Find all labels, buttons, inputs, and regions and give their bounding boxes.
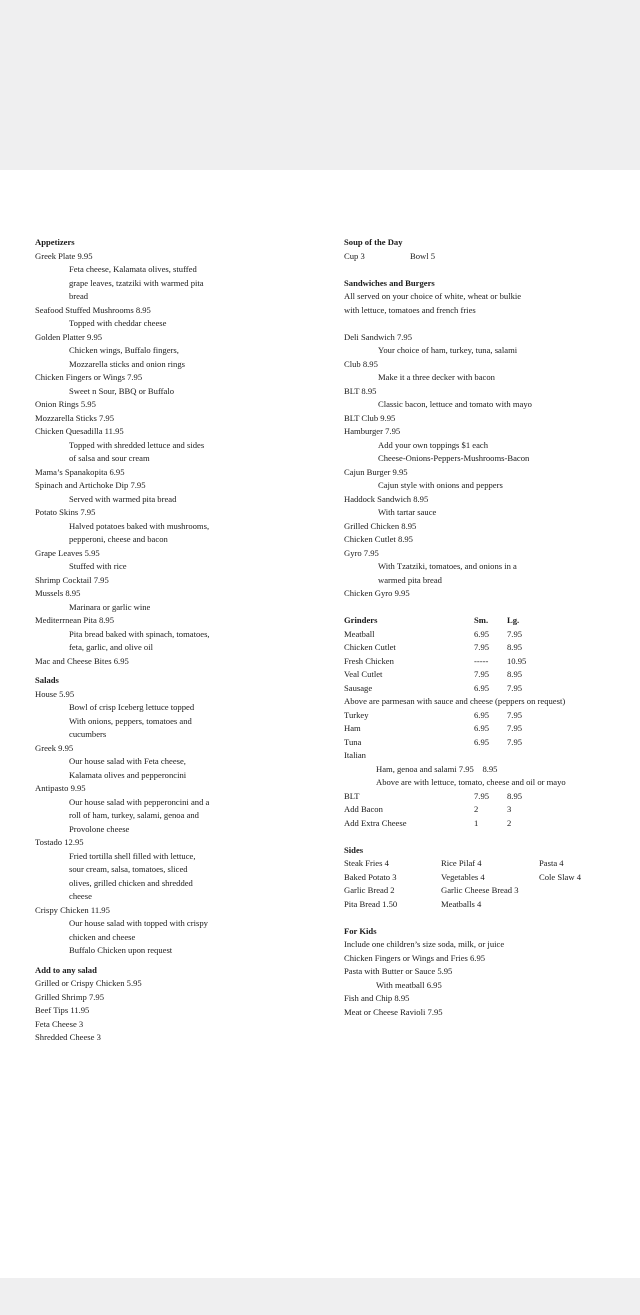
appetizer-item-desc: of salsa and sour cream <box>69 453 150 463</box>
appetizer-item-desc: Served with warmed pita bread <box>69 493 177 504</box>
sandwiches-heading: Sandwiches and Burgers <box>344 277 435 288</box>
appetizer-item-name: Potato Skins 7.95 <box>35 507 96 517</box>
sandwich-item-desc: Cheese-Onions-Peppers-Mushrooms-Bacon <box>378 453 530 463</box>
side-item: Vegetables 4 <box>441 871 485 882</box>
side-item: Pita Bread 1.50 <box>344 898 398 909</box>
sides-row <box>344 857 634 871</box>
sides-list <box>344 857 634 911</box>
sandwich-list <box>344 331 634 601</box>
kids-line: With meatball 6.95 <box>376 979 442 990</box>
grinder-row <box>344 736 634 750</box>
soup-bowl: Bowl 5 <box>410 250 436 261</box>
grinder-row <box>344 628 634 642</box>
appetizer-item-name: Mac and Cheese Bites 6.95 <box>35 655 129 666</box>
side-item: Meatballs 4 <box>441 898 482 909</box>
appetizer-item-name: Greek Plate 9.95 <box>35 250 93 261</box>
grinder-name: Tuna <box>344 736 362 747</box>
appetizer-item-desc: Feta cheese, Kalamata olives, stuffed <box>69 264 197 274</box>
sandwich-item-desc: warmed pita bread <box>378 574 442 585</box>
kids-line: Fish and Chip 8.95 <box>344 993 410 1003</box>
sides-row <box>344 898 634 912</box>
salad-item-desc: chicken and cheese <box>69 931 136 942</box>
grinder-row <box>344 709 634 723</box>
side-item: Baked Potato 3 <box>344 871 397 882</box>
grinder-name: Add Extra Cheese <box>344 817 407 828</box>
appetizer-item-name: Chicken Fingers or Wings 7.95 <box>35 372 143 382</box>
sandwich-item-desc: With Tzatziki, tomatoes, and onions in a <box>378 561 517 571</box>
sides-heading: Sides <box>344 844 364 855</box>
salad-item-name: Greek 9.95 <box>35 742 74 753</box>
grinder-lg-price: 10.95 <box>507 655 527 666</box>
add-to-salad-item: Feta Cheese 3 <box>35 1018 84 1029</box>
appetizers-list <box>35 250 335 669</box>
grinder-row <box>344 641 634 655</box>
grinder-name: Veal Cutlet <box>344 669 383 679</box>
soup-prices <box>344 250 634 264</box>
grinder-sm-price: 7.95 <box>474 669 490 679</box>
appetizer-item-name: Golden Platter 9.95 <box>35 331 103 342</box>
grinders-group-parm <box>344 628 634 696</box>
salad-item-name: Tostado 12.95 <box>35 837 84 847</box>
grinder-sm-price: 6.95 <box>474 682 490 693</box>
appetizer-item-name: Grape Leaves 5.95 <box>35 547 100 558</box>
appetizer-item-desc: Topped with shredded lettuce and sides <box>69 439 205 450</box>
appetizer-item-name: Spinach and Artichoke Dip 7.95 <box>35 480 146 490</box>
grinders-group-extras <box>344 790 634 831</box>
left-column <box>35 236 335 1045</box>
side-item: Steak Fries 4 <box>344 858 389 868</box>
grinder-sm-price: 6.95 <box>474 723 490 733</box>
appetizer-item-desc: Sweet n Sour, BBQ or Buffalo <box>69 385 175 396</box>
grinder-lg-price: 7.95 <box>507 709 523 720</box>
sandwich-item-name: Haddock Sandwich 8.95 <box>344 493 429 504</box>
salad-item-desc: Fried tortilla shell filled with lettuce, <box>69 850 196 861</box>
grinders-sm-label: Sm. <box>474 615 489 625</box>
appetizer-item-name: Shrimp Cocktail 7.95 <box>35 574 109 585</box>
add-to-salad-item: Grilled or Crispy Chicken 5.95 <box>35 978 142 988</box>
grinder-name: Add Bacon <box>344 804 383 814</box>
grinder-lg-price: 7.95 <box>507 736 523 747</box>
appetizer-item-name: Mediterrnean Pita 8.95 <box>35 615 114 625</box>
kids-heading: For Kids <box>344 925 377 936</box>
sandwich-item-desc: Classic bacon, lettuce and tomato with mayo <box>378 399 532 409</box>
sandwich-item-name: Chicken Gyro 9.95 <box>344 588 410 598</box>
grinder-row <box>344 668 634 682</box>
grinder-row <box>344 817 634 831</box>
grinder-lg-price: 2 <box>507 817 512 828</box>
sides-row <box>344 884 634 898</box>
salads-heading: Salads <box>35 675 59 685</box>
grinder-lg-price: 8.95 <box>507 669 523 679</box>
grinder-sm-price: 7.95 <box>474 642 490 652</box>
kids-list <box>344 938 634 1019</box>
salad-item-desc: olives, grilled chicken and shredded <box>69 877 193 888</box>
appetizer-item-desc: Mozzarella sticks and onion rings <box>69 358 185 369</box>
add-to-salad-heading: Add to any salad <box>35 964 97 975</box>
kids-line: Chicken Fingers or Wings and Fries 6.95 <box>344 952 486 963</box>
grinder-sm-price: 6.95 <box>474 736 490 747</box>
appetizer-item-desc: pepperoni, cheese and bacon <box>69 534 168 544</box>
salad-item-desc: cheese <box>69 891 92 901</box>
sandwich-item-name: Cajun Burger 9.95 <box>344 466 408 477</box>
grinders-header <box>344 614 634 628</box>
sandwich-item-name: Hamburger 7.95 <box>344 426 401 436</box>
appetizer-item-name: Mussels 8.95 <box>35 588 81 598</box>
appetizer-item-desc: Pita bread baked with spinach, tomatoes, <box>69 628 210 639</box>
grinder-name: Ham <box>344 723 361 733</box>
sandwich-item-desc: With tartar sauce <box>378 507 437 517</box>
sandwich-item-desc: Your choice of ham, turkey, tuna, salami <box>378 345 518 355</box>
grinder-sm-price: 2 <box>474 804 479 814</box>
sandwich-item-name: BLT 8.95 <box>344 385 377 396</box>
add-to-salad-item: Beef Tips 11.95 <box>35 1005 90 1015</box>
sandwiches-intro-2: with lettuce, tomatoes and french fries <box>344 304 476 315</box>
grinder-name: Meatball <box>344 628 375 639</box>
salad-item-desc: Provolone cheese <box>69 823 130 834</box>
kids-line: Pasta with Butter or Sauce 5.95 <box>344 966 453 976</box>
salad-item-desc: Buffalo Chicken upon request <box>69 945 173 955</box>
grinder-name: Sausage <box>344 682 373 693</box>
grinder-name: Chicken Cutlet <box>344 642 396 652</box>
grinder-row <box>344 682 634 696</box>
grinder-lg-price: 8.95 <box>507 790 523 801</box>
salad-item-desc: sour cream, salsa, tomatoes, sliced <box>69 864 188 874</box>
sandwich-item-name: Chicken Cutlet 8.95 <box>344 534 413 544</box>
appetizer-item-name: Chicken Quesadilla 11.95 <box>35 426 124 436</box>
grinders-italian: Italian <box>344 750 366 760</box>
salad-item-name: Antipasto 9.95 <box>35 783 86 793</box>
appetizer-item-name: Mama’s Spanakopita 6.95 <box>35 466 125 477</box>
sandwich-item-name: Deli Sandwich 7.95 <box>344 331 413 342</box>
salad-item-desc: Our house salad with topped with crispy <box>69 918 208 928</box>
add-to-salad-item: Shredded Cheese 3 <box>35 1032 101 1042</box>
salad-item-name: House 5.95 <box>35 688 75 699</box>
grinders-lg-label: Lg. <box>507 615 520 625</box>
grinder-lg-price: 7.95 <box>507 682 523 693</box>
grinder-name: Fresh Chicken <box>344 655 394 666</box>
grinder-row <box>344 803 634 817</box>
grinders-group-cold <box>344 709 634 750</box>
grinder-lg-price: 3 <box>507 804 512 814</box>
side-item: Pasta 4 <box>539 858 564 868</box>
grinder-sm-price: 6.95 <box>474 709 490 720</box>
grinder-lg-price: 7.95 <box>507 628 523 639</box>
appetizer-item-name: Mozzarella Sticks 7.95 <box>35 412 114 423</box>
grinders-italian-desc: Ham, genoa and salami 7.95 8.95 <box>376 763 498 774</box>
sides-row <box>344 871 634 885</box>
grinder-row <box>344 722 634 736</box>
appetizer-item-desc: Stuffed with rice <box>69 561 127 571</box>
salad-item-desc: cucumbers <box>69 729 107 739</box>
sandwich-item-desc: Make it a three decker with bacon <box>378 372 495 382</box>
grinders-note-parm: Above are parmesan with sauce and cheese (peppers on request) <box>344 696 566 706</box>
kids-line: Meat or Cheese Ravioli 7.95 <box>344 1006 443 1017</box>
sandwiches-intro-1: All served on your choice of white, wheat or bulkie <box>344 291 522 301</box>
salad-item-desc: Bowl of crisp Iceberg lettuce topped <box>69 702 195 712</box>
appetizer-item-name: Seafood Stuffed Mushrooms 8.95 <box>35 304 151 315</box>
side-item: Garlic Cheese Bread 3 <box>441 885 519 895</box>
sandwich-item-name: Grilled Chicken 8.95 <box>344 520 417 531</box>
appetizer-item-desc: grape leaves, tzatziki with warmed pita <box>69 277 204 288</box>
grinders-heading: Grinders <box>344 615 378 625</box>
side-item: Rice Pilaf 4 <box>441 858 482 868</box>
appetizer-item-desc: Halved potatoes baked with mushrooms, <box>69 520 210 531</box>
appetizer-item-desc: Topped with cheddar cheese <box>69 318 167 328</box>
salad-item-desc: roll of ham, turkey, salami, genoa and <box>69 810 199 820</box>
appetizer-item-desc: Marinara or garlic wine <box>69 601 151 612</box>
soup-heading: Soup of the Day <box>344 237 403 247</box>
sandwich-item-desc: Add your own toppings $1 each <box>378 439 489 450</box>
appetizer-item-desc: bread <box>69 291 89 301</box>
add-to-salad-item: Grilled Shrimp 7.95 <box>35 991 104 1002</box>
side-item: Garlic Bread 2 <box>344 885 395 895</box>
salad-item-desc: Our house salad with pepperoncini and a <box>69 796 210 807</box>
appetizers-heading: Appetizers <box>35 237 75 247</box>
right-column <box>344 236 634 1019</box>
add-to-salad-list <box>35 977 335 1045</box>
menu-page <box>0 170 640 1278</box>
salads-list <box>35 688 335 958</box>
grinder-row <box>344 790 634 804</box>
grinder-sm-price: 7.95 <box>474 790 490 801</box>
sandwich-item-name: Gyro 7.95 <box>344 547 379 558</box>
appetizer-item-desc: feta, garlic, and olive oil <box>69 642 153 652</box>
grinder-lg-price: 7.95 <box>507 723 523 733</box>
grinder-sm-price: 1 <box>474 817 479 828</box>
sandwich-item-desc: Cajun style with onions and peppers <box>378 480 503 490</box>
grinder-name: BLT <box>344 790 360 801</box>
grinder-name: Turkey <box>344 709 369 720</box>
grinders-note-cold: Above are with lettuce, tomato, cheese and oil or mayo <box>376 777 566 787</box>
appetizer-item-desc: Chicken wings, Buffalo fingers, <box>69 345 179 355</box>
appetizer-item-name: Onion Rings 5.95 <box>35 399 96 409</box>
sandwich-item-name: BLT Club 9.95 <box>344 412 396 423</box>
sandwich-item-name: Club 8.95 <box>344 358 378 369</box>
grinder-sm-price: 6.95 <box>474 628 490 639</box>
grinder-lg-price: 8.95 <box>507 642 523 652</box>
side-item: Cole Slaw 4 <box>539 871 582 882</box>
kids-line: Include one children’s size soda, milk, or juice <box>344 939 505 949</box>
salad-item-desc: With onions, peppers, tomatoes and <box>69 715 192 726</box>
grinder-row <box>344 655 634 669</box>
salad-item-desc: Our house salad with Feta cheese, <box>69 756 186 766</box>
salad-item-desc: Kalamata olives and pepperoncini <box>69 769 187 780</box>
soup-cup: Cup 3 <box>344 250 365 261</box>
grinder-sm-price: ----- <box>474 655 489 666</box>
salad-item-name: Crispy Chicken 11.95 <box>35 904 110 915</box>
